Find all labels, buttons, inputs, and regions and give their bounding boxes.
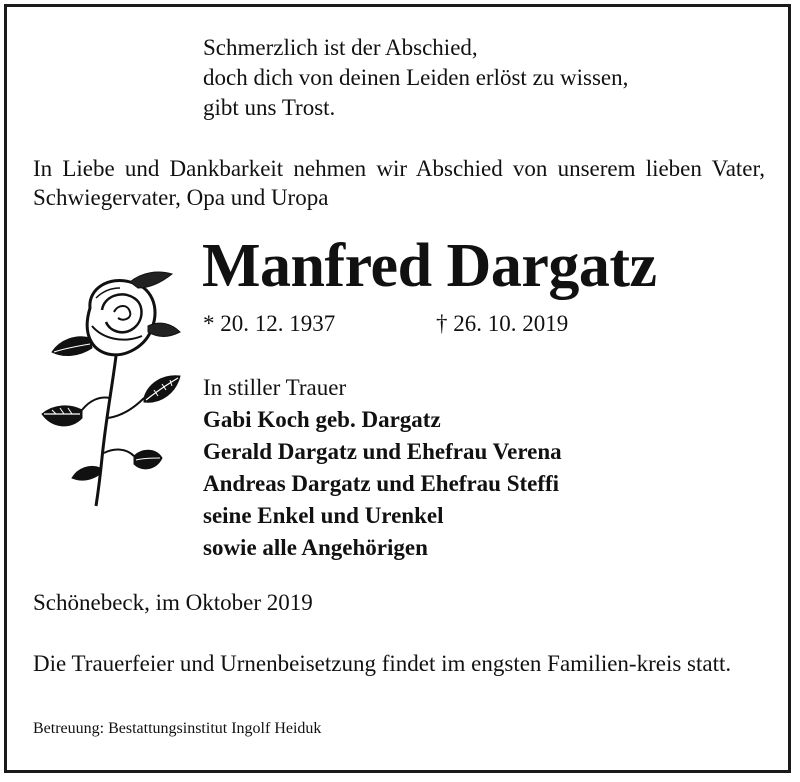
poem-line: doch dich von deinen Leiden erlöst zu wissen,: [203, 65, 629, 90]
deceased-name: Manfred Dargatz: [202, 232, 657, 300]
mourner-name: Gabi Koch geb. Dargatz: [203, 407, 441, 432]
place-date: Schönebeck, im Oktober 2019: [33, 590, 313, 615]
intro-text: In Liebe und Dankbarkeit nehmen wir Abschied von unserem lieben Vater, Schwiegervater, Opa und Uropa: [33, 156, 765, 210]
mourners-heading: In stiller Trauer: [203, 375, 347, 400]
mourner-name: Gerald Dargatz und Ehefrau Verena: [203, 439, 562, 464]
poem-line: Schmerzlich ist der Abschied,: [203, 35, 478, 60]
birth-date: * 20. 12. 1937: [203, 311, 336, 336]
poem-line: gibt uns Trost.: [203, 95, 336, 120]
rose-icon: [30, 268, 190, 508]
death-date: † 26. 10. 2019: [436, 311, 569, 336]
mourners-block: [203, 372, 562, 564]
funeral-note: Die Trauerfeier und Urnenbeisetzung findet im engsten Familien-kreis statt.: [33, 651, 732, 676]
mourner-name: sowie alle Angehörigen: [203, 535, 428, 560]
poem: [203, 33, 628, 123]
mourner-name: Andreas Dargatz und Ehefrau Steffi: [203, 471, 560, 496]
mourner-name: seine Enkel und Urenkel: [203, 503, 444, 528]
undertaker-credit: Betreuung: Bestattungsinstitut Ingolf Heiduk: [33, 720, 322, 737]
